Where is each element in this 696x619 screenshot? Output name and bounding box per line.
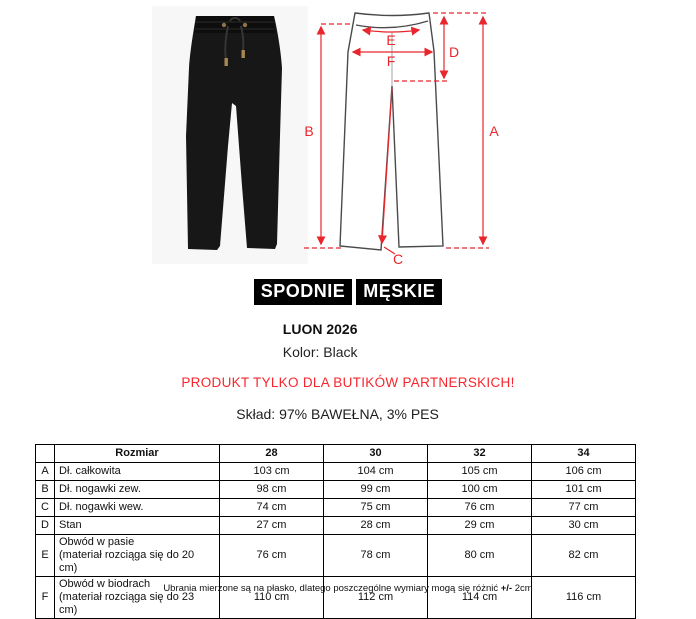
row-label: Dł. nogawki wew.: [55, 499, 220, 517]
size-table-header-row: [36, 445, 636, 463]
size-col-32: 32: [428, 445, 532, 463]
row-letter: E: [36, 535, 55, 577]
trousers-photo-graphic: [152, 6, 308, 264]
row-value: 114 cm: [428, 577, 532, 619]
title-word-2: MĘSKIE: [356, 279, 442, 305]
row-label-line1: Obwód w biodrach: [59, 578, 151, 590]
row-value: 110 cm: [220, 577, 324, 619]
row-label-line1: Obwód w pasie: [59, 536, 135, 548]
row-value: 75 cm: [324, 499, 428, 517]
measurement-diagram: [296, 0, 508, 272]
diagram-label-d: D: [448, 44, 460, 60]
page-title: [0, 279, 696, 305]
title-word-1: SPODNIE: [254, 279, 353, 305]
row-value: 76 cm: [220, 535, 324, 577]
table-row: [36, 463, 636, 481]
row-value: 74 cm: [220, 499, 324, 517]
model-name: LUON 2026: [282, 321, 358, 337]
diagram-label-b: B: [304, 123, 314, 139]
row-value: 100 cm: [428, 481, 532, 499]
row-letter: D: [36, 517, 55, 535]
table-row: [36, 535, 636, 577]
footnote-tolerance: +/-: [500, 583, 513, 594]
table-row: [36, 517, 636, 535]
size-col-30: 30: [324, 445, 428, 463]
row-value: 116 cm: [532, 577, 636, 619]
row-label: [55, 535, 220, 577]
product-photo: [152, 6, 308, 264]
table-row: [36, 481, 636, 499]
diagram-label-f: F: [386, 53, 396, 69]
footnote-suffix: 2cm: [512, 583, 533, 594]
row-label: Stan: [55, 517, 220, 535]
row-letter: F: [36, 577, 55, 619]
size-col-28: 28: [220, 445, 324, 463]
trousers-outline: [340, 13, 443, 250]
measurement-diagram-graphic: [296, 0, 508, 272]
row-value: 77 cm: [532, 499, 636, 517]
row-label: Dł. nogawki zew.: [55, 481, 220, 499]
row-label: Dł. całkowita: [55, 463, 220, 481]
row-value: 82 cm: [532, 535, 636, 577]
row-letter: A: [36, 463, 55, 481]
row-value: 104 cm: [324, 463, 428, 481]
row-value: 78 cm: [324, 535, 428, 577]
row-value: 112 cm: [324, 577, 428, 619]
color-label: Kolor: Black: [282, 344, 358, 360]
row-value: 80 cm: [428, 535, 532, 577]
row-value: 28 cm: [324, 517, 428, 535]
row-value: 30 cm: [532, 517, 636, 535]
table-row: [36, 499, 636, 517]
composition-label: Skład: 97% BAWEŁNA, 3% PES: [236, 406, 439, 422]
partner-notice: PRODUKT TYLKO DLA BUTIKÓW PARTNERSKICH!: [181, 375, 515, 390]
diagram-label-c: C: [392, 251, 404, 267]
row-label-line2: (materiał rozciąga się do 23 cm): [59, 591, 195, 616]
row-value: 106 cm: [532, 463, 636, 481]
row-value: 103 cm: [220, 463, 324, 481]
row-value: 29 cm: [428, 517, 532, 535]
size-header-cell: Rozmiar: [55, 445, 220, 463]
diagram-label-e: E: [386, 32, 396, 48]
diagram-label-a: A: [489, 123, 499, 139]
size-col-34: 34: [532, 445, 636, 463]
row-value: 98 cm: [220, 481, 324, 499]
row-letter: C: [36, 499, 55, 517]
row-letter: B: [36, 481, 55, 499]
measurement-lines: [304, 13, 489, 254]
row-value: 105 cm: [428, 463, 532, 481]
corner-cell: [36, 445, 55, 463]
footnote-prefix: Ubrania mierzone są na płasko, dlatego poszczególne wymiary mogą się różnić: [163, 583, 501, 594]
row-value: 99 cm: [324, 481, 428, 499]
measurement-footnote: [0, 583, 696, 594]
row-value: 76 cm: [428, 499, 532, 517]
row-label-line2: (materiał rozciąga się do 20 cm): [59, 549, 195, 574]
row-value: 27 cm: [220, 517, 324, 535]
row-value: 101 cm: [532, 481, 636, 499]
